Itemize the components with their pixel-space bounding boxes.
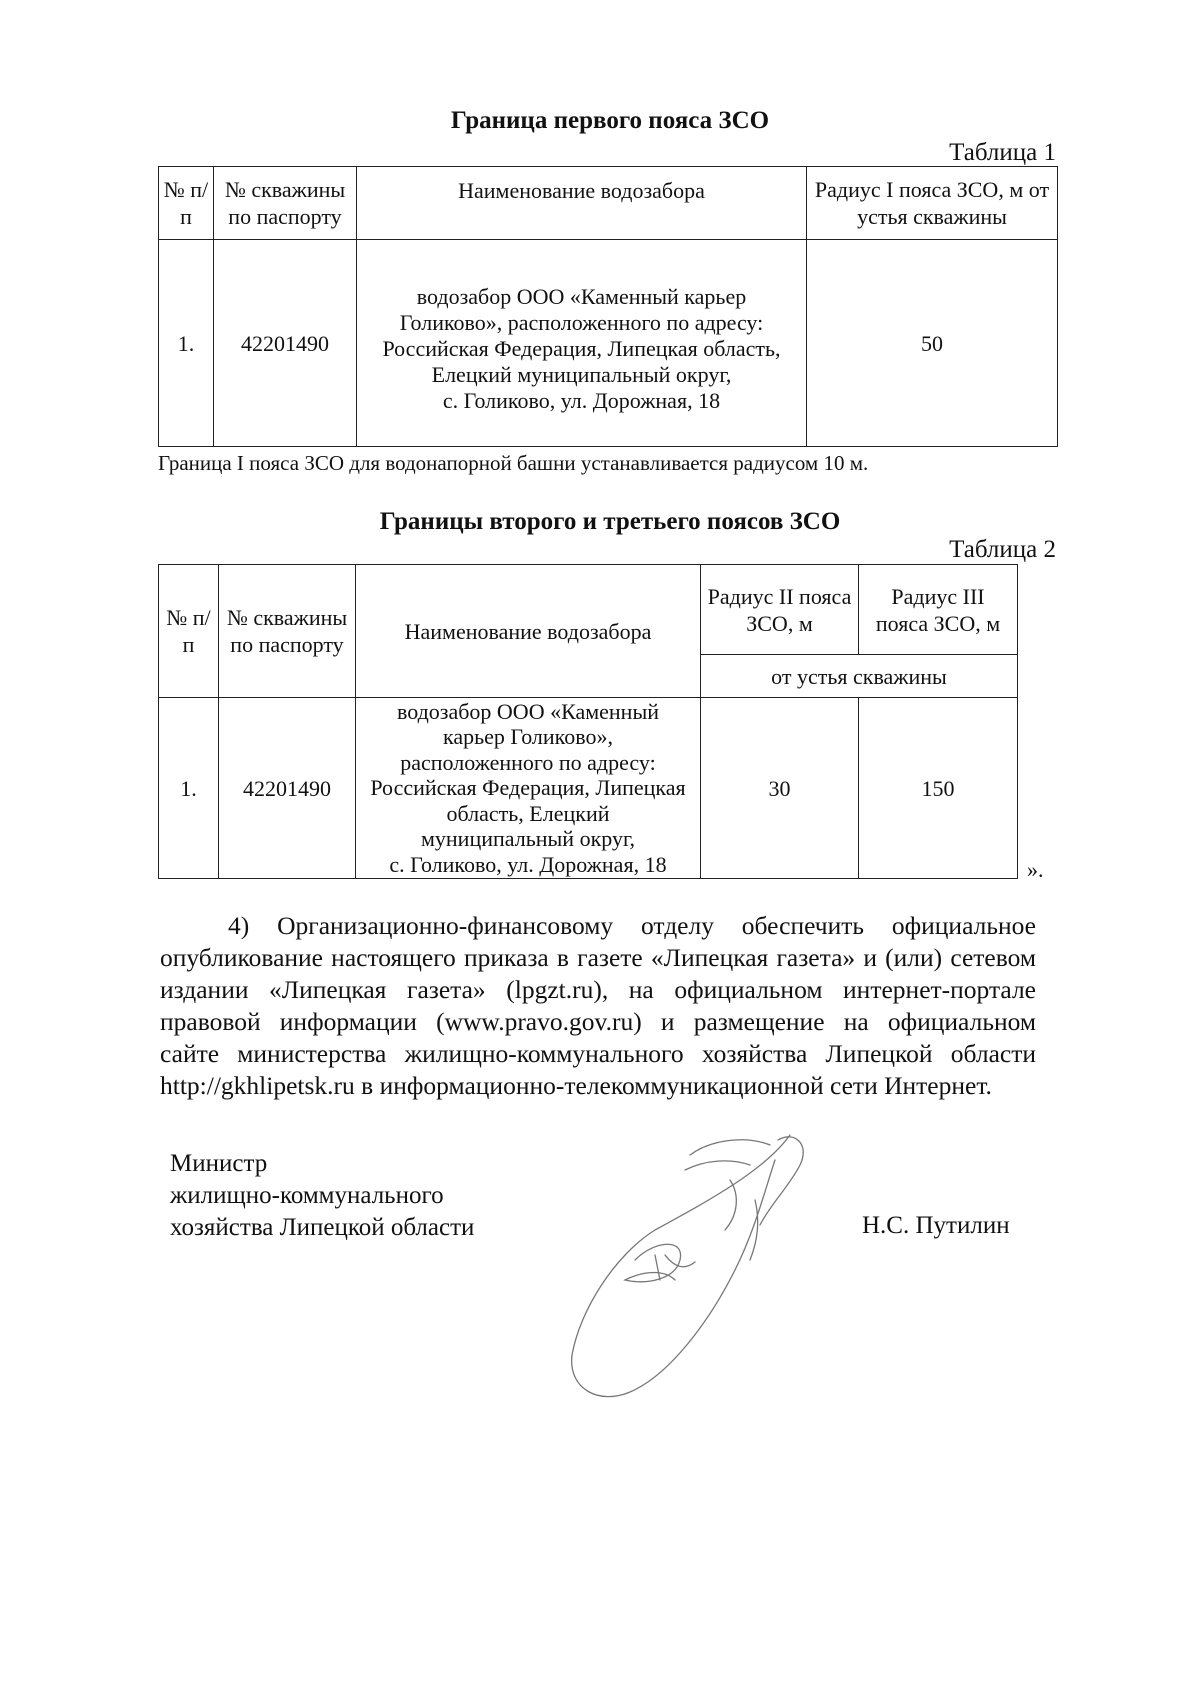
table2-heading: Границы второго и третьего поясов ЗСО	[379, 508, 841, 535]
table1-cell-radius: 50	[807, 240, 1058, 447]
table1-header-row	[159, 167, 1058, 240]
name-line: Голиково», расположенного по адресу:	[399, 310, 764, 335]
table1-cell-num: 1.	[159, 240, 214, 447]
name-line: Российская Федерация, Липецкая область,	[382, 336, 781, 361]
signatory-name: Н.С. Путилин	[862, 1212, 1010, 1239]
table2-caption: Таблица 2	[949, 536, 1056, 563]
name-line: с. Голиково, ул. Дорожная, 18	[442, 388, 721, 413]
signatory-title-line: жилищно-коммунального	[170, 1182, 444, 1209]
name-line: водозабор ООО «Каменный	[396, 698, 660, 724]
table2-header-radius2: Радиус II пояса ЗСО, м	[701, 565, 859, 655]
closing-quote: ».	[1027, 857, 1044, 882]
name-line: Российская Федерация, Липецкая	[370, 775, 686, 801]
signatory-title-line: хозяйства Липецкой области	[170, 1214, 475, 1241]
table2-header-sub: от устья скважины	[701, 655, 1018, 698]
table2-cell-num: 1.	[159, 698, 219, 879]
table2-header-radius3: Радиус III пояса ЗСО, м	[859, 565, 1018, 655]
table1	[158, 166, 1058, 447]
table1-header-name: Наименование водозабора	[357, 167, 807, 240]
paragraph-line: сайте министерства жилищно-коммунального хозяйства Липецкой области	[160, 1039, 1036, 1068]
table1-header-radius: Радиус I пояса ЗСО, м от устья скважины	[807, 167, 1058, 240]
name-line: область, Елецкий	[446, 800, 610, 826]
table2-header-name: Наименование водозабора	[356, 565, 701, 698]
table1-note: Граница I пояса ЗСО для водонапорной башни устанавливается радиусом 10 м.	[158, 451, 869, 475]
paragraph-line: издании «Липецкая газета» (lpgzt.ru), на официальном интернет-портале	[160, 975, 1036, 1004]
table1-caption: Таблица 1	[949, 139, 1056, 166]
signatory-title-line: Министр	[170, 1150, 268, 1177]
table2-cell-radius2: 30	[701, 698, 859, 879]
table2-header-num: № п/п	[159, 565, 219, 698]
paragraph-line: http://gkhlipetsk.ru в информационно-телекоммуникационной сети Интернет.	[160, 1071, 992, 1100]
table1-cell-well: 42201490	[214, 240, 357, 447]
handwritten-signature	[560, 1120, 830, 1410]
paragraph-line: правовой информации (www.pravo.gov.ru) и размещение на официальном	[160, 1007, 1036, 1036]
table1-header-num: № п/п	[159, 167, 214, 240]
paragraph-line: 4) Организационно-финансовому отделу обеспечить официальное	[228, 911, 1036, 940]
name-line: расположенного по адресу:	[400, 749, 656, 775]
table2-cell-well: 42201490	[219, 698, 356, 879]
table1-header-well: № скважины по паспорту	[214, 167, 357, 240]
name-line: муниципальный округ,	[420, 826, 636, 852]
table2-header-row	[159, 565, 1018, 655]
paragraph-line: опубликование настоящего приказа в газете «Липецкая газета» и (или) сетевом	[160, 943, 1036, 972]
signatory-title	[170, 1148, 474, 1244]
table-row	[159, 698, 1018, 879]
name-line: Елецкий муниципальный округ,	[431, 362, 732, 387]
name-line: водозабор ООО «Каменный карьер	[416, 284, 747, 309]
table2-header-well: № скважины по паспорту	[219, 565, 356, 698]
name-line: карьер Голиково»,	[443, 724, 613, 750]
table2	[158, 564, 1018, 879]
order-paragraph	[160, 910, 1036, 1102]
table-row	[159, 240, 1058, 447]
table2-cell-name	[356, 698, 701, 879]
table1-heading: Граница первого пояса ЗСО	[450, 107, 770, 134]
table1-cell-name	[357, 240, 807, 447]
name-line: с. Голиково, ул. Дорожная, 18	[389, 851, 667, 877]
table2-cell-radius3: 150	[859, 698, 1018, 879]
